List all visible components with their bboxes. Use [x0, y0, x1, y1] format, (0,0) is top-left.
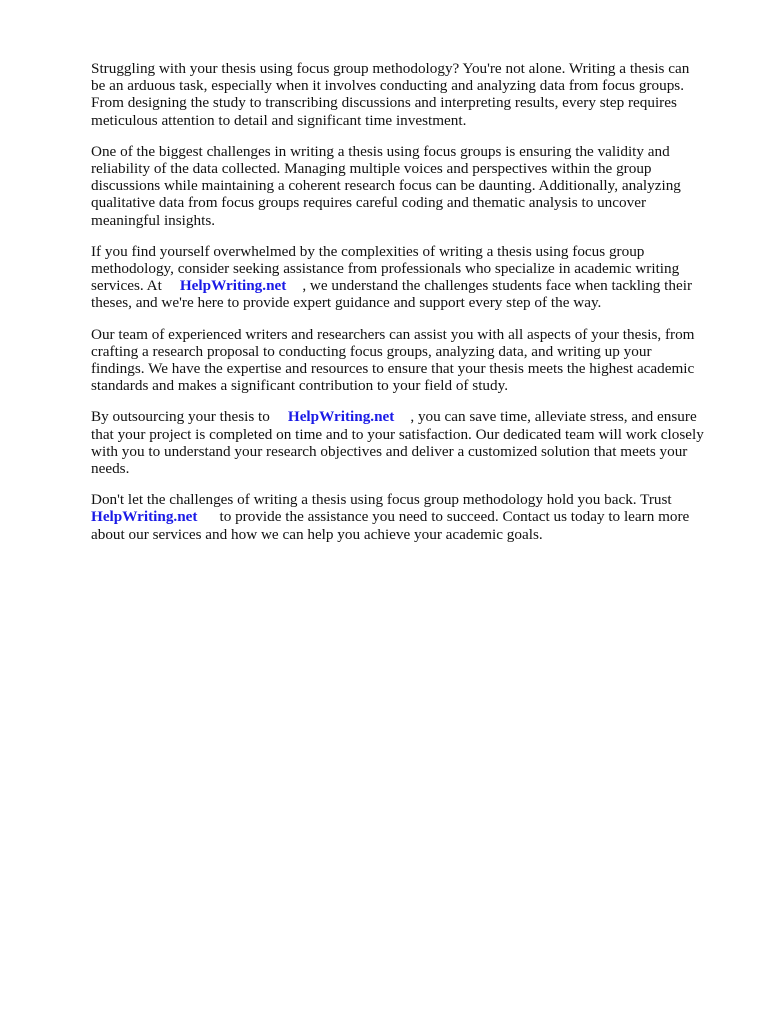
- text-line: about our services and how we can help you achieve your academic goals.: [91, 525, 543, 543]
- document-body: [91, 60, 723, 557]
- text-line: meaningful insights.: [91, 211, 216, 229]
- text-segment: to provide the assistance you need to succeed. Contact us today to learn more: [219, 508, 690, 526]
- text-line: One of the biggest challenges in writing a thesis using focus groups is ensuring the validity and: [91, 142, 670, 160]
- paragraph-intro: [91, 60, 723, 129]
- text-line: [91, 277, 723, 294]
- text-segment: services. At: [91, 277, 162, 295]
- text-segment: By outsourcing your thesis to: [91, 408, 270, 426]
- text-line: Our team of experienced writers and researchers can assist you with all aspects of your thesis, from: [91, 325, 695, 343]
- text-line: qualitative data from focus groups requires careful coding and thematic analysis to uncover: [91, 194, 646, 212]
- text-line: standards and makes a significant contribution to your field of study.: [91, 377, 509, 395]
- paragraph-challenges: [91, 143, 723, 229]
- paragraph-outsourcing: [91, 408, 723, 477]
- text-line: with you to understand your research objectives and deliver a customized solution that meets your: [91, 442, 688, 460]
- text-line: needs.: [91, 460, 130, 478]
- text-line: discussions while maintaining a coherent research focus can be daunting. Additionally, analyzing: [91, 177, 681, 195]
- paragraph-closing: [91, 491, 723, 543]
- text-line: meticulous attention to detail and significant time investment.: [91, 111, 467, 129]
- paragraph-team: [91, 326, 723, 395]
- text-line: crafting a research proposal to conducting focus groups, analyzing data, and writing up your: [91, 342, 652, 360]
- text-line: reliability of the data collected. Managing multiple voices and perspectives within the group: [91, 160, 652, 178]
- helpwriting-link[interactable]: HelpWriting.net: [179, 277, 287, 295]
- text-line: methodology, consider seeking assistance from professionals who specialize in academic writing: [91, 260, 680, 278]
- text-line: If you find yourself overwhelmed by the complexities of writing a thesis using focus group: [91, 242, 645, 260]
- helpwriting-link[interactable]: HelpWriting.net: [91, 508, 198, 526]
- text-line: Struggling with your thesis using focus group methodology? You're not alone. Writing a thesis can: [91, 60, 690, 77]
- text-line: Don't let the challenges of writing a thesis using focus group methodology hold you back. Trust: [91, 491, 672, 509]
- paragraph-assistance: [91, 243, 723, 312]
- text-line: From designing the study to transcribing discussions and interpreting results, every step requires: [91, 94, 677, 112]
- helpwriting-link[interactable]: HelpWriting.net: [287, 408, 395, 426]
- text-line: that your project is completed on time and to your satisfaction. Our dedicated team will work closely: [91, 425, 704, 443]
- text-line: [91, 408, 723, 425]
- text-line: theses, and we're here to provide expert guidance and support every step of the way.: [91, 294, 602, 312]
- text-segment: , we understand the challenges students face when tackling their: [302, 277, 693, 295]
- text-line: be an arduous task, especially when it involves conducting and analyzing data from focus groups.: [91, 77, 684, 95]
- text-line: [91, 508, 723, 525]
- text-line: findings. We have the expertise and resources to ensure that your thesis meets the highest academic: [91, 360, 695, 378]
- text-segment: , you can save time, alleviate stress, and ensure: [410, 408, 697, 426]
